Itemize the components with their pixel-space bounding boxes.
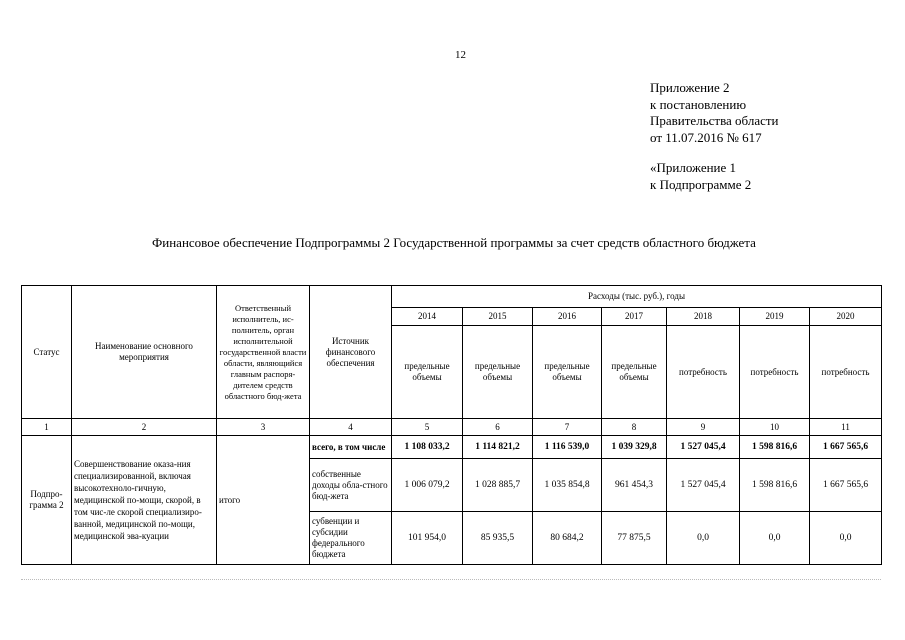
value-cell: 1 039 329,8 [602, 436, 667, 459]
value-cell: 1 667 565,6 [810, 436, 882, 459]
appendix-line: от 11.07.2016 № 617 [650, 129, 762, 145]
header-year: 2018 [667, 308, 740, 326]
header-year: 2020 [810, 308, 882, 326]
header-year: 2017 [602, 308, 667, 326]
value-cell: 77 875,5 [602, 512, 667, 565]
financing-table [21, 285, 882, 565]
source-label-own-revenue: собственные доходы обла-стного бюд-жета [310, 459, 392, 512]
row-activity: Совершенствование оказа-ния специализированной, включая высокотехноло-гичную, медицинской по-мощи, скорой, в том чис-ле скорой специализиро-ванной, медицинской по-мощи, медицинской эва-куации [72, 436, 217, 565]
column-number: 8 [602, 419, 667, 436]
header-kind: потребность [810, 326, 882, 419]
header-year: 2019 [740, 308, 810, 326]
value-cell: 0,0 [810, 512, 882, 565]
appendix-sub-line: «Приложение 1 [650, 160, 737, 175]
row-status: Подпро-грамма 2 [22, 436, 72, 565]
value-cell: 80 684,2 [533, 512, 602, 565]
header-kind: предельные объемы [392, 326, 463, 419]
value-cell: 1 667 565,6 [810, 459, 882, 512]
value-cell: 1 527 045,4 [667, 436, 740, 459]
value-cell: 1 035 854,8 [533, 459, 602, 512]
header-kind: предельные объемы [602, 326, 667, 419]
value-cell: 0,0 [667, 512, 740, 565]
header-activity-name: Наименование основного мероприятия [72, 286, 217, 419]
header-year: 2016 [533, 308, 602, 326]
header-year: 2015 [463, 308, 533, 326]
header-kind: потребность [740, 326, 810, 419]
value-cell: 85 935,5 [463, 512, 533, 565]
column-number: 2 [72, 419, 217, 436]
value-cell: 1 116 539,0 [533, 436, 602, 459]
value-cell: 101 954,0 [392, 512, 463, 565]
column-number: 3 [217, 419, 310, 436]
header-kind: предельные объемы [533, 326, 602, 419]
column-number: 6 [463, 419, 533, 436]
value-cell: 1 028 885,7 [463, 459, 533, 512]
source-label-federal: субвенции и субсидии федерального бюджета [310, 512, 392, 565]
column-number: 7 [533, 419, 602, 436]
value-cell: 961 454,3 [602, 459, 667, 512]
appendix-sub-line: к Подпрограмме 2 [650, 176, 752, 192]
column-number: 4 [310, 419, 392, 436]
column-number: 11 [810, 419, 882, 436]
appendix-line: Приложение 2 [650, 80, 730, 95]
header-kind: предельные объемы [463, 326, 533, 419]
value-cell: 1 114 821,2 [463, 436, 533, 459]
column-number: 10 [740, 419, 810, 436]
column-number: 1 [22, 419, 72, 436]
row-executor: итого [217, 436, 310, 565]
value-cell: 1 598 816,6 [740, 459, 810, 512]
header-year: 2014 [392, 308, 463, 326]
value-cell: 0,0 [740, 512, 810, 565]
appendix-header [650, 80, 779, 193]
table-continuation-edge [21, 579, 881, 594]
appendix-line: Правительства области [650, 113, 779, 128]
value-cell: 1 108 033,2 [392, 436, 463, 459]
column-number: 9 [667, 419, 740, 436]
page-number: 12 [455, 49, 466, 61]
document-title: Финансовое обеспечение Подпрограммы 2 Государственной программы за счет средств областного бюджета [152, 235, 756, 250]
column-number: 5 [392, 419, 463, 436]
header-kind: потребность [667, 326, 740, 419]
value-cell: 1 598 816,6 [740, 436, 810, 459]
source-label-total: всего, в том числе [310, 436, 392, 459]
header-expenses: Расходы (тыс. руб.), годы [392, 286, 882, 308]
header-status: Статус [22, 286, 72, 419]
header-source: Источник финансового обеспечения [310, 286, 392, 419]
value-cell: 1 527 045,4 [667, 459, 740, 512]
value-cell: 1 006 079,2 [392, 459, 463, 512]
header-executor: Ответственный исполнитель, ис-полнитель, орган исполнительной государственной власти области, являющийся главным распоря-дителем средств областного бюд-жета [217, 286, 310, 419]
appendix-line: к постановлению [650, 96, 747, 112]
